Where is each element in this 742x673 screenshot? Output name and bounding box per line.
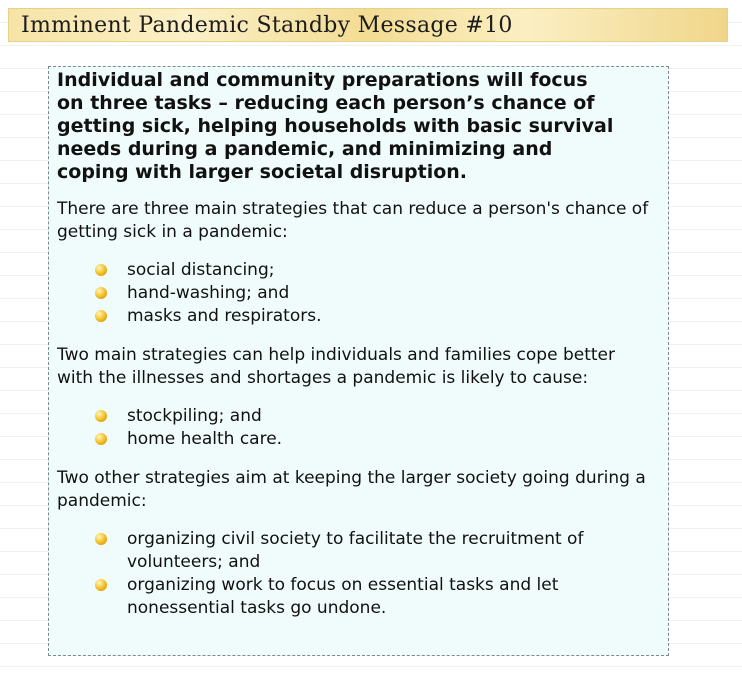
- lead-paragraph: Individual and community preparations will focus on three tasks – reducing each person’s chance of getting sick, helping households with basic survival needs during a pandemic, and minimizing and coping with larger societal disruption.: [57, 69, 614, 183]
- bullet-icon: [95, 287, 107, 299]
- list-item: [95, 528, 656, 574]
- list-item-text: social distancing;: [127, 260, 275, 280]
- list-society: [57, 528, 656, 620]
- bullet-icon: [95, 310, 107, 322]
- list-item-text: stockpiling; and: [127, 406, 262, 426]
- list-item: [95, 428, 656, 451]
- bullet-icon: [95, 264, 107, 276]
- list-item: [95, 405, 656, 428]
- paragraph-reduce-sickness: There are three main strategies that can reduce a person's chance of getting sick in a pandemic:: [57, 199, 649, 242]
- bullet-icon: [95, 410, 107, 422]
- list-item-text: home health care.: [127, 429, 283, 449]
- list-item-text: organizing civil society to facilitate the recruitment of volunteers; and: [127, 529, 584, 572]
- title-bar: [8, 8, 728, 42]
- list-item-text: organizing work to focus on essential tasks and let nonessential tasks go undone.: [127, 575, 559, 618]
- list-reduce-sickness: [57, 259, 656, 328]
- paragraph-society: Two other strategies aim at keeping the larger society going during a pandemic:: [57, 468, 646, 511]
- bullet-icon: [95, 579, 107, 591]
- list-item: [95, 574, 656, 620]
- list-item: [95, 259, 656, 282]
- list-item: [95, 305, 656, 328]
- list-item-text: hand-washing; and: [127, 283, 290, 303]
- list-cope: [57, 405, 656, 451]
- list-item: [95, 282, 656, 305]
- paragraph-cope: Two main strategies can help individuals and families cope better with the illnesses and shortages a pandemic is likely to cause:: [57, 345, 615, 388]
- bullet-icon: [95, 533, 107, 545]
- bullet-icon: [95, 433, 107, 445]
- list-item-text: masks and respirators.: [127, 306, 322, 326]
- page-title: Imminent Pandemic Standby Message #10: [21, 12, 513, 38]
- message-panel: [48, 66, 669, 656]
